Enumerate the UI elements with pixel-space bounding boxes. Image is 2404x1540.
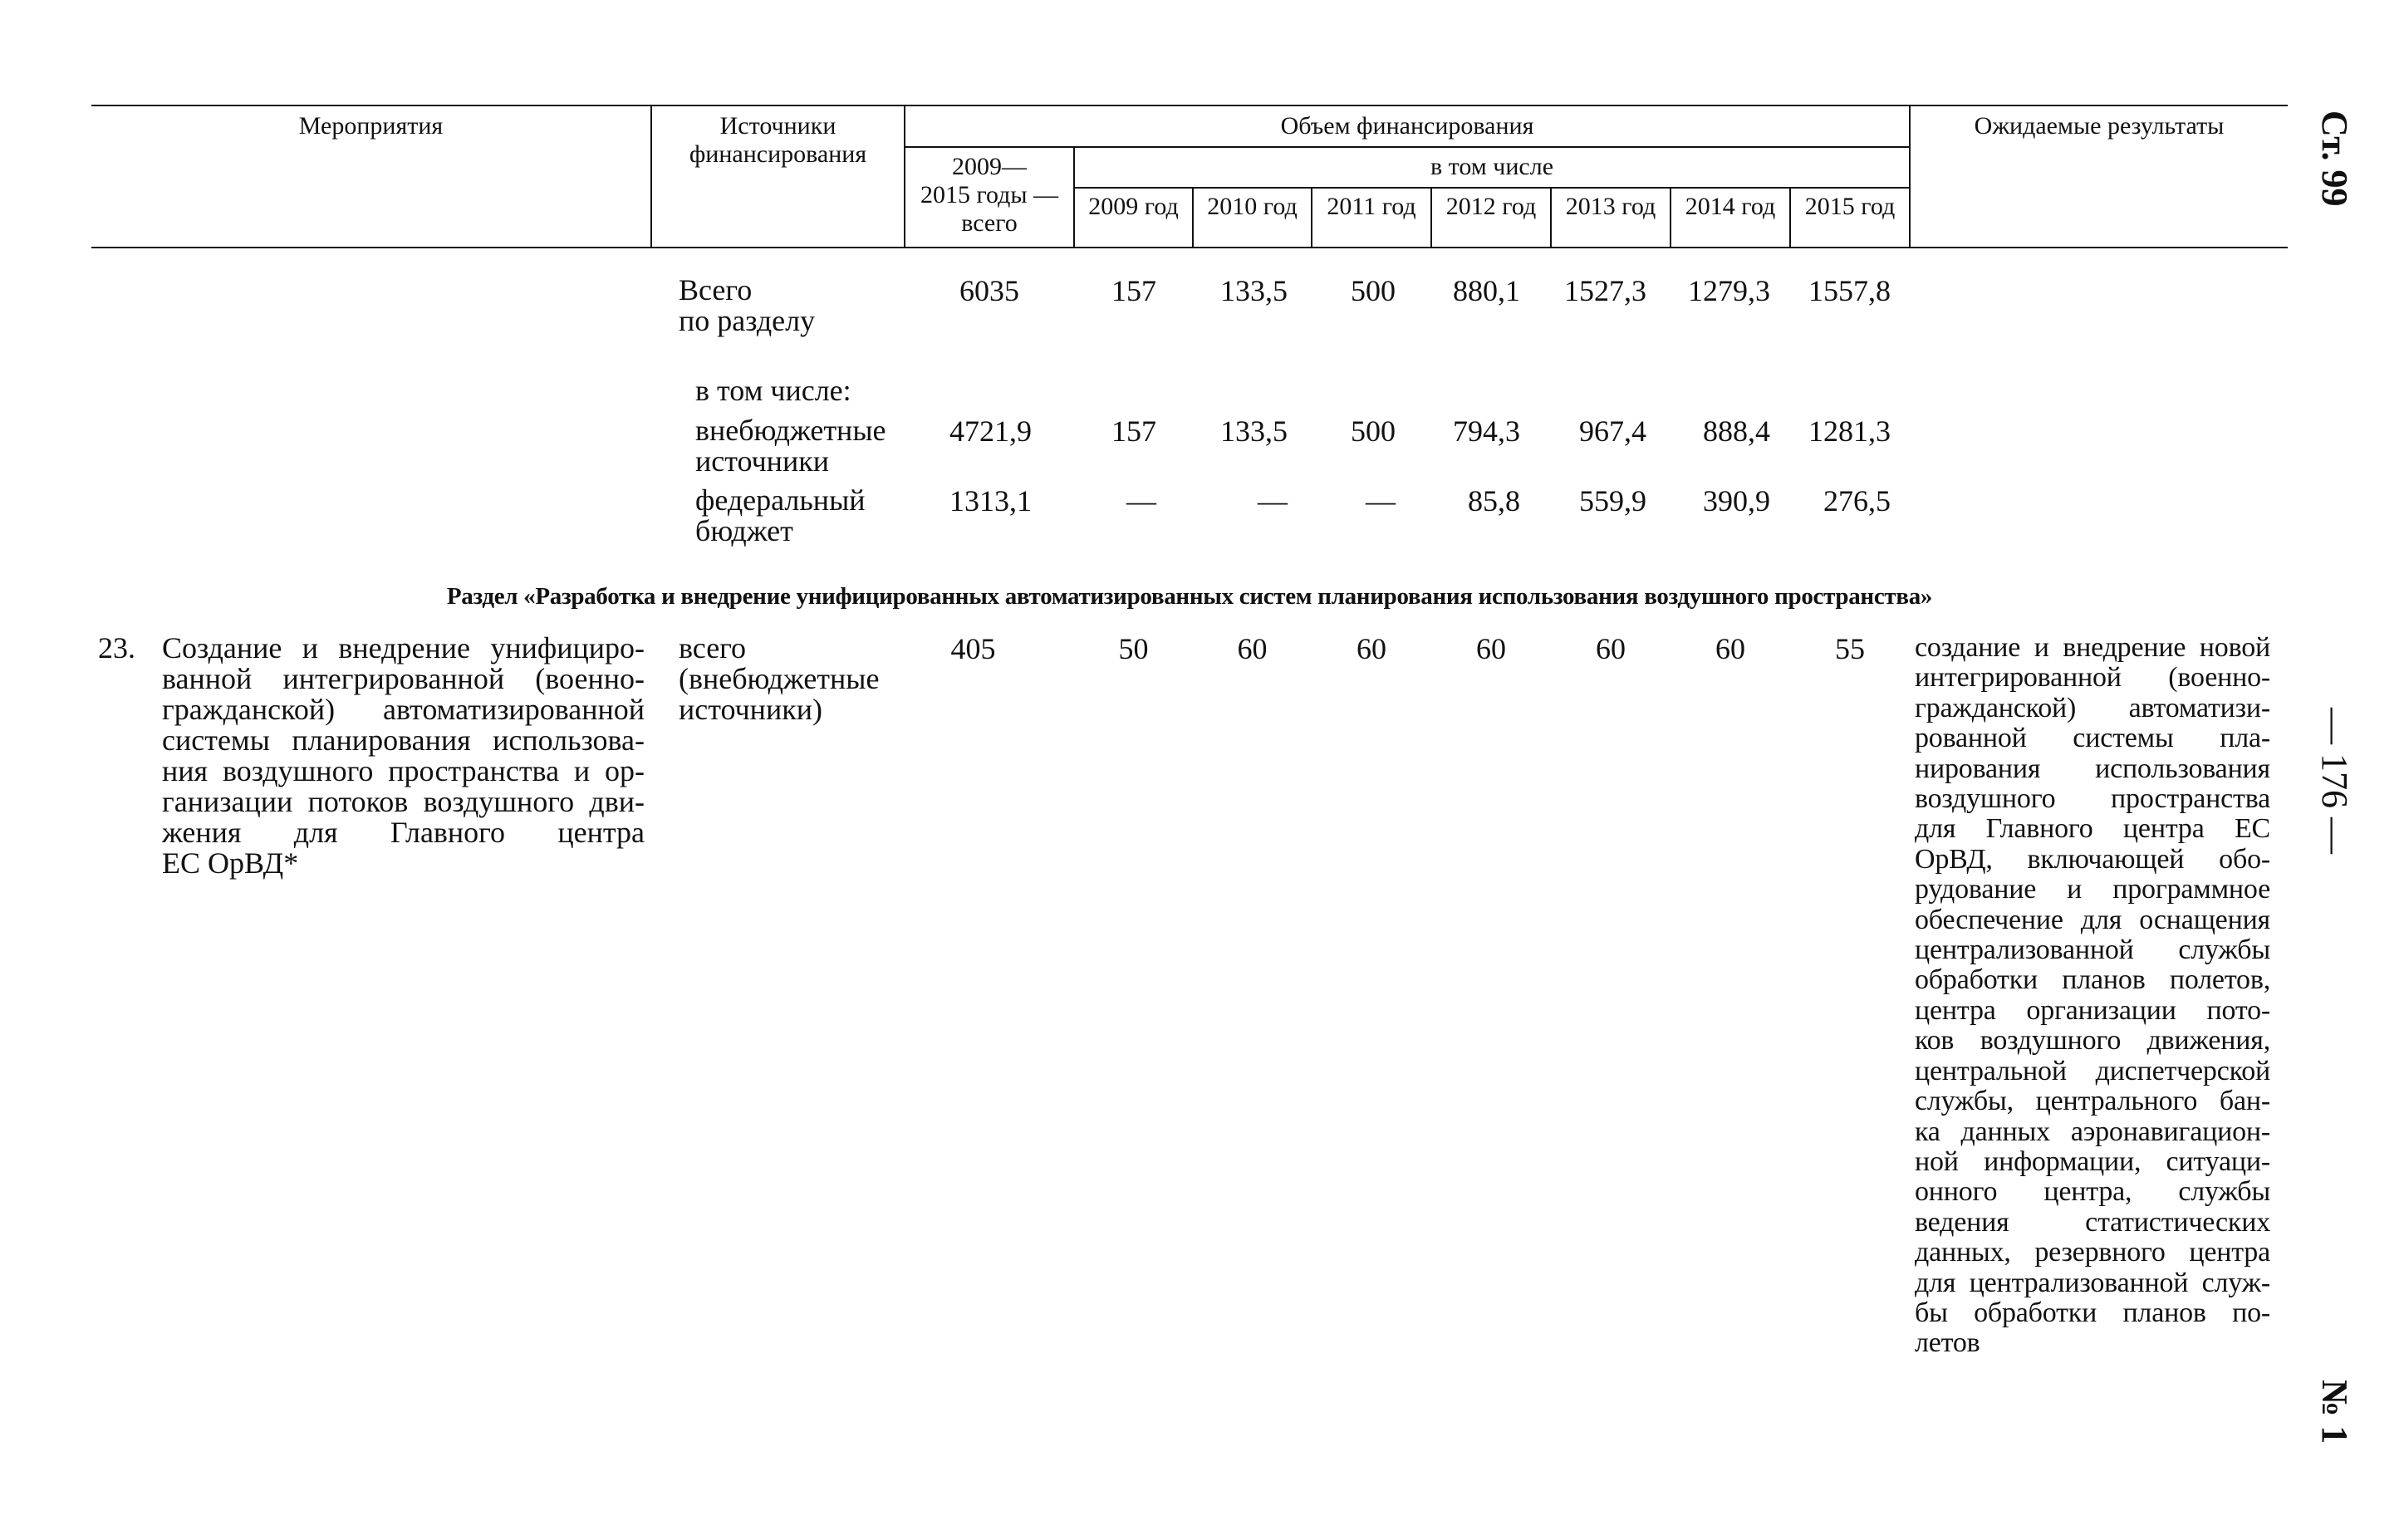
measure-line: ванной интегрированной (военно- bbox=[162, 662, 645, 695]
item-sources bbox=[679, 633, 899, 725]
cell-2013: 1527,3 bbox=[1564, 274, 1646, 307]
result-line: для Главного центра ЕС bbox=[1915, 813, 2270, 845]
cell-2011: — bbox=[1366, 484, 1396, 517]
header-sources bbox=[652, 112, 904, 169]
header-bottom-rule bbox=[91, 247, 2288, 248]
result-line: обработки планов полетов, bbox=[1915, 964, 2270, 996]
cell-2012: 794,3 bbox=[1453, 414, 1520, 448]
measure-line: гражданской) автоматизированной bbox=[162, 693, 645, 726]
section-title: Раздел «Разработка и внедрение унифицированных автоматизированных систем планирования использования воздушного пространства» bbox=[446, 583, 1933, 610]
source-line: (внебюджетные bbox=[679, 662, 880, 695]
row-label-including: в том числе: bbox=[695, 374, 851, 407]
row-label-line: источники bbox=[695, 444, 829, 478]
result-line: центра организации пото- bbox=[1915, 994, 2270, 1026]
cell-2013: 967,4 bbox=[1579, 414, 1646, 448]
row-label-line: бюджет bbox=[695, 514, 793, 547]
measure-line: ганизации потоков воздушного дви- bbox=[162, 785, 645, 818]
row-label-line: внебюджетные bbox=[695, 414, 886, 447]
cell-2014: 390,9 bbox=[1703, 484, 1770, 517]
header-year: 2014 год bbox=[1685, 193, 1776, 220]
row-label-extrabudget bbox=[695, 415, 911, 477]
result-line: интегрированной (военно- bbox=[1915, 662, 2270, 694]
cell-2012: 85,8 bbox=[1468, 484, 1520, 517]
cell-2010: 133,5 bbox=[1220, 414, 1288, 448]
cell-2011: 500 bbox=[1351, 414, 1396, 448]
measure-line: ЕС ОрВД* bbox=[162, 846, 299, 880]
cell-2014: 1279,3 bbox=[1688, 274, 1770, 307]
cell-2013: 60 bbox=[1596, 632, 1626, 665]
result-line: онного центра, службы bbox=[1915, 1176, 2270, 1208]
header-measures: Мероприятия bbox=[298, 112, 444, 140]
result-line: службы, центрального бан- bbox=[1915, 1086, 2270, 1117]
row-label-federal bbox=[695, 485, 911, 547]
cell-2010: 60 bbox=[1237, 632, 1268, 665]
cell-2015: 1557,8 bbox=[1808, 274, 1891, 307]
cell-2012: 60 bbox=[1476, 632, 1506, 665]
cell-2013: 559,9 bbox=[1579, 484, 1646, 517]
cell-2010: — bbox=[1258, 484, 1288, 517]
header-rule-years bbox=[1073, 187, 1910, 189]
item-results bbox=[1915, 633, 2270, 1359]
cell-2014: 888,4 bbox=[1703, 414, 1770, 448]
margin-page-number: — 176 — bbox=[2314, 708, 2355, 854]
result-line: центральной диспетчерской bbox=[1915, 1055, 2270, 1086]
result-line: ной информации, ситуаци- bbox=[1915, 1145, 2270, 1177]
measure-line: ния воздушного пространства и ор- bbox=[162, 754, 645, 787]
result-line: создание и внедрение новой bbox=[1915, 632, 2270, 663]
result-line: ОрВД, включающей обо- bbox=[1915, 843, 2270, 875]
cell-total: 6035 bbox=[959, 274, 1019, 307]
header-year: 2011 год bbox=[1327, 193, 1416, 220]
row-label-total bbox=[679, 275, 895, 336]
header-results: Ожидаемые результаты bbox=[1974, 112, 2225, 140]
cell-2009: 157 bbox=[1111, 414, 1156, 448]
header-year: 2010 год bbox=[1207, 193, 1298, 220]
cell-total: 1313,1 bbox=[949, 484, 1032, 517]
item-measure bbox=[162, 633, 645, 879]
cell-2012: 880,1 bbox=[1453, 274, 1520, 307]
cell-2011: 60 bbox=[1357, 632, 1386, 665]
cell-2009: 157 bbox=[1111, 274, 1156, 307]
measure-line: системы планирования использова- bbox=[162, 723, 645, 757]
header-sources-line: финансирования bbox=[689, 140, 867, 168]
row-label-line: по разделу bbox=[679, 304, 816, 337]
cell-2009: 50 bbox=[1118, 632, 1149, 665]
header-volume: Объем финансирования bbox=[1280, 112, 1534, 140]
cell-total: 405 bbox=[950, 632, 996, 665]
header-total bbox=[905, 153, 1073, 238]
result-line: данных, резервного центра bbox=[1915, 1237, 2270, 1268]
result-line: воздушного пространства bbox=[1915, 783, 2270, 815]
margin-article-label: Ст. 99 bbox=[2314, 110, 2355, 207]
result-line: ка данных аэронавигацион- bbox=[1915, 1116, 2270, 1147]
source-line: всего bbox=[679, 631, 747, 665]
cell-2014: 60 bbox=[1715, 632, 1745, 665]
header-sources-line: Источники bbox=[719, 112, 836, 140]
cell-2009: — bbox=[1126, 484, 1156, 517]
header-year: 2013 год bbox=[1565, 193, 1656, 220]
header-year: 2012 год bbox=[1445, 193, 1537, 220]
result-line: гражданской) автоматизи- bbox=[1915, 692, 2270, 723]
header-total-line: 2009— bbox=[952, 153, 1027, 180]
result-line: рованной системы пла- bbox=[1915, 723, 2270, 754]
header-including: в том числе bbox=[1430, 153, 1554, 180]
result-line: для централизованной служ- bbox=[1915, 1267, 2270, 1298]
result-line: обеспечение для оснащения bbox=[1915, 904, 2270, 935]
result-line: нирования использования bbox=[1915, 753, 2270, 784]
header-total-line: всего bbox=[961, 209, 1018, 237]
result-line: летов bbox=[1915, 1327, 1980, 1359]
result-line: бы обработки планов по- bbox=[1915, 1297, 2270, 1328]
result-line: централизованной службы bbox=[1915, 934, 2270, 966]
header-total-line: 2015 годы — bbox=[920, 181, 1059, 208]
source-line: источники) bbox=[679, 693, 822, 726]
header-rule-volume bbox=[904, 146, 1910, 148]
result-line: ведения статистических bbox=[1915, 1206, 2270, 1238]
measure-line: Создание и внедрение унифициро- bbox=[162, 631, 645, 665]
row-label-line: федеральный bbox=[695, 483, 866, 517]
margin-issue-number: № 1 bbox=[2314, 1380, 2355, 1444]
cell-2015: 276,5 bbox=[1823, 484, 1891, 517]
row-label-line: Всего bbox=[679, 273, 753, 307]
measure-line: жения для Главного центра bbox=[162, 816, 645, 849]
cell-total: 4721,9 bbox=[949, 414, 1032, 448]
cell-2010: 133,5 bbox=[1220, 274, 1288, 307]
table-top-rule bbox=[91, 105, 2288, 106]
header-year: 2009 год bbox=[1088, 193, 1179, 220]
result-line: ков воздушного движения, bbox=[1915, 1025, 2270, 1057]
item-number: 23. bbox=[98, 631, 135, 665]
result-line: рудование и программное bbox=[1915, 874, 2270, 905]
header-year: 2015 год bbox=[1804, 193, 1896, 220]
cell-2015: 1281,3 bbox=[1808, 414, 1891, 448]
cell-2015: 55 bbox=[1835, 632, 1865, 665]
cell-2011: 500 bbox=[1351, 274, 1396, 307]
